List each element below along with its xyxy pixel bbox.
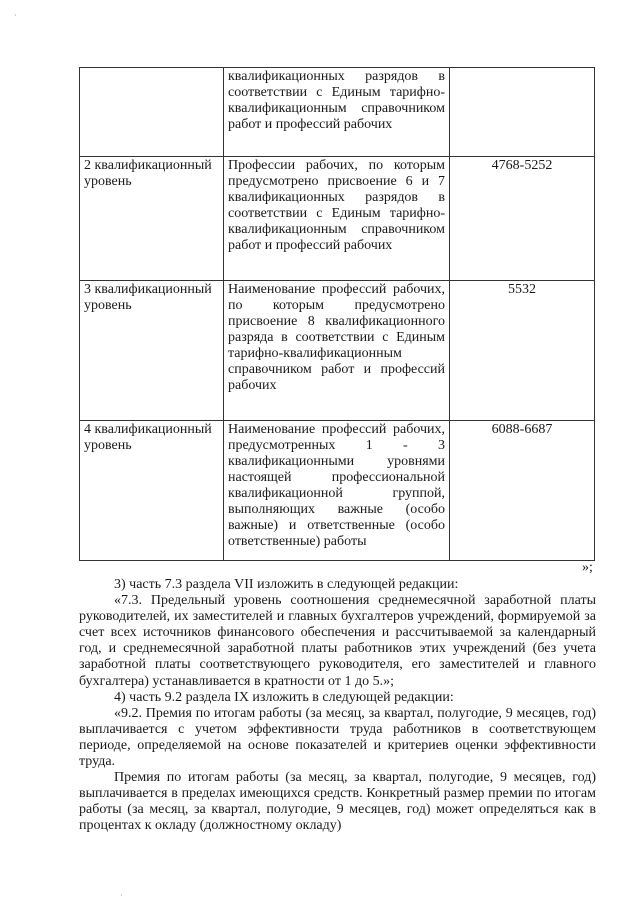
bonus-paragraph: Премия по итогам работы (за месяц, за квартал, полугодие, 9 месяцев, год) выплачивается в пределах имеющихся средств. Конкретный размер премии по итогам работы (за месяц, за квартал, полугодие, 9 месяцев, год) может определяться как в процентах к окладу (должностному окладу) xyxy=(79,770,596,834)
salary-cell xyxy=(450,68,595,157)
description-cell: Наименование профессий рабочих, по которым предусмотрено присвоение 8 квалификационного разряда в соответствии с Единым тарифно-квалификационным справочником работ и профессий рабочих xyxy=(224,281,450,421)
level-cell: 4 квалификационный уровень xyxy=(80,421,224,561)
table-row xyxy=(80,68,595,157)
table-row xyxy=(80,421,595,561)
description-cell: Профессии рабочих, по которым предусмотрено присвоение 6 и 7 квалификационных разрядов в соответствии с Единым тарифно-квалификационным справочником работ и профессий рабочих xyxy=(224,157,450,281)
level-cell xyxy=(80,68,224,157)
salary-cell: 6088-6687 xyxy=(450,421,595,561)
description-cell: Наименование профессий рабочих, предусмотренных 1 - 3 квалификационными уровнями настоящей профессиональной квалификационной группой, выполняющих важные (особо важные) и ответственные (особо ответственные) работы xyxy=(224,421,450,561)
salary-cell: 4768-5252 xyxy=(450,157,595,281)
document-body xyxy=(79,577,596,835)
level-cell: 2 квалификационный уровень xyxy=(80,157,224,281)
qualification-table xyxy=(79,67,595,561)
table-row xyxy=(80,281,595,421)
section-7-3-text: «7.3. Предельный уровень соотношения среднемесячной заработной платы руководителей, их заместителей и главных бухгалтеров учреждений, формируемой за счет всех источников финансового обеспечения и рассчитываемой за календарный год, и среднемесячной заработной платы работников этих учреждений (без учета заработной платы соответствующего руководителя, его заместителей и главного бухгалтера) устанавливается в кратности от 1 до 5.»; xyxy=(79,593,596,689)
section-9-2-text: «9.2. Премия по итогам работы (за месяц, за квартал, полугодие, 9 месяцев, год) выплачивается с учетом эффективности труда работников в соответствующем периоде, определяемой на основе показателей и критериев оценки эффективности труда. xyxy=(79,705,596,770)
amendment-item-4: 4) часть 9.2 раздела IX изложить в следующей редакции: xyxy=(114,689,454,705)
level-cell: 3 квалификационный уровень xyxy=(80,281,224,421)
scan-dot-mark: · xyxy=(120,891,123,900)
table-closing-quote: »; xyxy=(582,560,593,575)
amendment-item-3: 3) часть 7.3 раздела VII изложить в следующей редакции: xyxy=(114,577,459,592)
scan-dot-mark: · xyxy=(14,11,17,20)
description-cell: квалификационных разрядов в соответствии с Единым тарифно-квалификационным справочником работ и профессий рабочих xyxy=(224,68,450,157)
table-row xyxy=(80,157,595,281)
salary-cell: 5532 xyxy=(450,281,595,421)
